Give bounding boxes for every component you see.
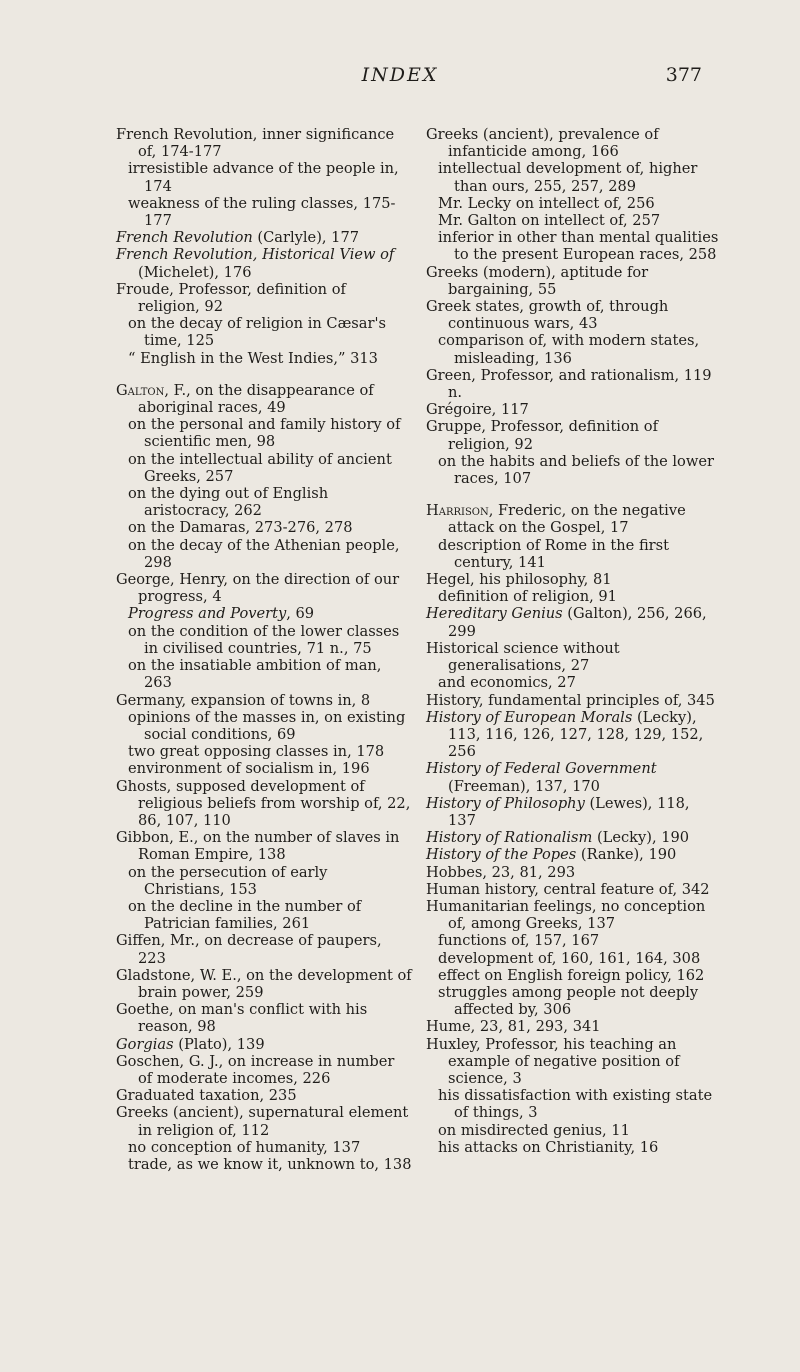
- entry-text: , F., on the disappearance of aboriginal races, 49: [138, 381, 374, 417]
- index-subentry: [426, 950, 722, 967]
- index-column-left: [116, 126, 412, 1173]
- entry-text: Greeks (modern), aptitude for bargaining, 55: [426, 263, 649, 298]
- entry-text: on the decline in the number of Patrician families, 261: [128, 897, 362, 933]
- entry-text: inferior in other than mental qualities to the present European races, 258: [438, 229, 719, 264]
- index-entry: [116, 1036, 412, 1053]
- index-subentry: [116, 350, 412, 367]
- entry-title-italic: Progress and Poverty: [128, 605, 287, 623]
- section-gap: [116, 367, 412, 382]
- index-entry: [116, 1104, 412, 1138]
- entry-text: History, fundamental principles of, 345: [426, 691, 715, 709]
- entry-text: on misdirected genius, 11: [438, 1121, 630, 1139]
- entry-text: Germany, expansion of towns in, 8: [116, 691, 371, 709]
- index-subentry: [116, 519, 412, 536]
- index-subentry: [116, 898, 412, 932]
- entry-text: Ghosts, supposed development of religious beliefs from worship of, 22, 86, 107, 110: [116, 777, 411, 829]
- page-header: [0, 64, 800, 88]
- entry-text: Hegel, his philosophy, 81: [426, 571, 612, 589]
- index-entry: [426, 692, 722, 709]
- index-subentry: [426, 229, 722, 263]
- index-entry: [426, 898, 722, 932]
- entry-text: Green, Professor, and rationalism, 119 n.: [426, 366, 712, 402]
- index-subentry: [116, 315, 412, 349]
- index-entry: [116, 778, 412, 830]
- entry-text: on the insatiable ambition of man, 263: [128, 657, 382, 692]
- entry-text: Mr. Lecky on intellect of, 256: [438, 194, 655, 212]
- index-entry: [116, 1001, 412, 1035]
- index-subentry: [116, 864, 412, 898]
- index-subentry: [116, 160, 412, 194]
- entry-text: on the intellectual ability of ancient Greeks, 257: [128, 450, 392, 485]
- entry-text: on the personal and family history of scientific men, 98: [128, 416, 401, 451]
- index-entry: [426, 367, 722, 401]
- entry-text: Gibbon, E., on the number of slaves in Roman Empire, 138: [116, 829, 400, 864]
- entry-text: Greeks (ancient), supernatural element in religion of, 112: [116, 1104, 409, 1139]
- index-subentry: [426, 674, 722, 691]
- index-entry: [426, 502, 722, 536]
- index-entry: [116, 1087, 412, 1104]
- entry-text: Greek states, growth of, through continuous wars, 43: [426, 298, 669, 333]
- entry-text: (Galton), 256, 266, 299: [448, 605, 707, 640]
- index-subentry: [116, 743, 412, 760]
- entry-text: Giffen, Mr., on decrease of paupers, 223: [116, 932, 382, 967]
- entry-text: weakness of the ruling classes, 175-177: [128, 194, 396, 230]
- index-subentry: [116, 1156, 412, 1173]
- index-entry: [426, 709, 722, 761]
- entry-text: , 69: [286, 605, 315, 623]
- entry-text: description of Rome in the first century, 141: [438, 536, 670, 571]
- index-entry: [116, 967, 412, 1001]
- entry-text: Goschen, G. J., on increase in number of moderate incomes, 226: [116, 1052, 395, 1087]
- index-entry: [116, 692, 412, 709]
- entry-text: (Lecky), 190: [592, 829, 690, 847]
- entry-text: functions of, 157, 167: [438, 932, 600, 950]
- index-entry: [116, 829, 412, 863]
- index-entry: [426, 829, 722, 846]
- index-entry: [116, 246, 412, 280]
- index-entry: [426, 418, 722, 452]
- index-subentry: [116, 760, 412, 777]
- index-subentry: [426, 212, 722, 229]
- index-entry: [426, 846, 722, 863]
- index-subentry: [426, 1087, 722, 1121]
- entry-text: effect on English foreign policy, 162: [438, 966, 705, 984]
- index-entry: [116, 571, 412, 605]
- index-column-right: [426, 126, 722, 1156]
- index-subentry: [426, 195, 722, 212]
- entry-text: opinions of the masses in, on existing social conditions, 69: [128, 708, 406, 743]
- entry-text: Humanitarian feelings, no conception of, among Greeks, 137: [426, 897, 706, 933]
- entry-text: Gladstone, W. E., on the development of brain power, 259: [116, 966, 412, 1001]
- entry-text: Goethe, on man's conflict with his reason, 98: [116, 1001, 368, 1036]
- index-entry: [426, 760, 722, 794]
- index-subentry: [426, 984, 722, 1018]
- entry-text: no conception of humanity, 137: [128, 1138, 361, 1156]
- entry-text: (Michelet), 176: [138, 263, 252, 281]
- entry-text: intellectual development of, higher than ours, 255, 257, 289: [438, 160, 698, 195]
- entry-title-italic: History of the Popes: [426, 846, 577, 864]
- index-entry: [426, 640, 722, 674]
- entry-text: Hume, 23, 81, 293, 341: [426, 1018, 601, 1036]
- entry-text: trade, as we know it, unknown to, 138: [128, 1155, 412, 1173]
- entry-text: Historical science without generalisations, 27: [426, 639, 620, 675]
- entry-text: environment of socialism in, 196: [128, 760, 370, 778]
- entry-text: and economics, 27: [438, 674, 576, 692]
- page-number: 377: [665, 64, 702, 86]
- entry-text: “ English in the West Indies,” 313: [128, 349, 378, 367]
- index-entry: [426, 1036, 722, 1088]
- entry-text: definition of religion, 91: [438, 588, 617, 606]
- index-entry: [426, 864, 722, 881]
- index-entry: [426, 126, 722, 160]
- entry-title-italic: History of Federal Government: [426, 760, 657, 778]
- index-subentry: [426, 932, 722, 949]
- entry-heading-smallcaps: Harrison: [426, 502, 489, 520]
- index-entry: [426, 571, 722, 588]
- entry-text: Graduated taxation, 235: [116, 1087, 297, 1105]
- section-gap: [426, 487, 722, 502]
- index-entry: [426, 795, 722, 829]
- entry-text: (Lecky), 113, 116, 126, 127, 128, 129, 152, 256: [448, 708, 704, 761]
- entry-text: struggles among people not deeply affected by, 306: [438, 983, 699, 1019]
- entry-text: two great opposing classes in, 178: [128, 743, 385, 761]
- index-subentry: [426, 1139, 722, 1156]
- entry-text: (Lewes), 118, 137: [448, 794, 690, 829]
- index-subentry: [426, 160, 722, 194]
- index-subentry: [116, 657, 412, 691]
- index-subentry: [426, 332, 722, 366]
- index-subentry: [116, 1139, 412, 1156]
- entry-text: Human history, central feature of, 342: [426, 880, 710, 898]
- index-entry: [426, 881, 722, 898]
- entry-text: development of, 160, 161, 164, 308: [438, 949, 701, 967]
- entry-title-italic: History of Rationalism: [426, 829, 593, 847]
- entry-text: on the dying out of English aristocracy, 262: [128, 485, 329, 520]
- index-subentry: [426, 967, 722, 984]
- entry-text: on the persecution of early Christians, 153: [128, 863, 328, 898]
- entry-title-italic: Gorgias: [116, 1035, 174, 1053]
- index-entry: [116, 281, 412, 315]
- entry-text: comparison of, with modern states, misleading, 136: [438, 332, 700, 367]
- index-subentry: [426, 453, 722, 487]
- index-subentry: [116, 416, 412, 450]
- entry-text: on the decay of religion in Cæsar's time, 125: [128, 315, 386, 350]
- entry-text: French Revolution, inner significance of, 174-177: [116, 126, 395, 161]
- entry-title-italic: History of European Morals: [426, 708, 633, 726]
- index-entry: [426, 264, 722, 298]
- entry-title-italic: History of Philosophy: [426, 794, 585, 812]
- index-subentry: [426, 537, 722, 571]
- entry-text: on the Damaras, 273-276, 278: [128, 519, 353, 537]
- index-entry: [116, 229, 412, 246]
- entry-text: (Carlyle), 177: [252, 229, 360, 247]
- entry-text: on the habits and beliefs of the lower races, 107: [438, 452, 714, 488]
- entry-text: (Freeman), 137, 170: [448, 777, 600, 795]
- entry-title-italic: Hereditary Genius: [426, 605, 563, 623]
- entry-text: George, Henry, on the direction of our progress, 4: [116, 571, 400, 606]
- entry-text: (Ranke), 190: [576, 846, 677, 864]
- index-subentry: [426, 1122, 722, 1139]
- index-subentry: [116, 537, 412, 571]
- index-subentry: [116, 485, 412, 519]
- index-entry: [426, 401, 722, 418]
- entry-text: (Plato), 139: [173, 1035, 265, 1053]
- entry-text: his attacks on Christianity, 16: [438, 1138, 659, 1156]
- index-entry: [426, 1018, 722, 1035]
- index-subentry: [116, 451, 412, 485]
- entry-title-italic: French Revolution, Historical View of: [116, 246, 395, 264]
- entry-text: his dissatisfaction with existing state of things, 3: [438, 1087, 713, 1122]
- index-subentry: [116, 605, 412, 622]
- entry-text: , Frederic, on the negative attack on the Gospel, 17: [448, 502, 686, 537]
- index-entry: [426, 298, 722, 332]
- entry-title-italic: French Revolution: [116, 229, 253, 247]
- entry-text: Mr. Galton on intellect of, 257: [438, 212, 661, 230]
- index-subentry: [116, 623, 412, 657]
- entry-text: irresistible advance of the people in, 174: [128, 160, 399, 195]
- entry-text: Huxley, Professor, his teaching an example of negative position of science, 3: [426, 1035, 680, 1087]
- index-subentry: [116, 195, 412, 229]
- index-entry: [116, 126, 412, 160]
- index-entry: [116, 932, 412, 966]
- index-entry: [116, 1053, 412, 1087]
- index-entry: [116, 382, 412, 416]
- entry-text: Grégoire, 117: [426, 401, 529, 419]
- index-entry: [426, 605, 722, 639]
- index-subentry: [116, 709, 412, 743]
- entry-text: Greeks (ancient), prevalence of infanticide among, 166: [426, 126, 659, 161]
- running-title: INDEX: [361, 64, 439, 86]
- index-subentry: [426, 588, 722, 605]
- entry-text: on the decay of the Athenian people, 298: [128, 536, 400, 571]
- entry-text: Hobbes, 23, 81, 293: [426, 863, 576, 881]
- entry-heading-smallcaps: Galton: [116, 381, 165, 399]
- entry-text: Gruppe, Professor, definition of religion, 92: [426, 418, 658, 453]
- entry-text: Froude, Professor, definition of religion, 92: [116, 280, 346, 316]
- entry-text: on the condition of the lower classes in civilised countries, 71 n., 75: [128, 622, 400, 657]
